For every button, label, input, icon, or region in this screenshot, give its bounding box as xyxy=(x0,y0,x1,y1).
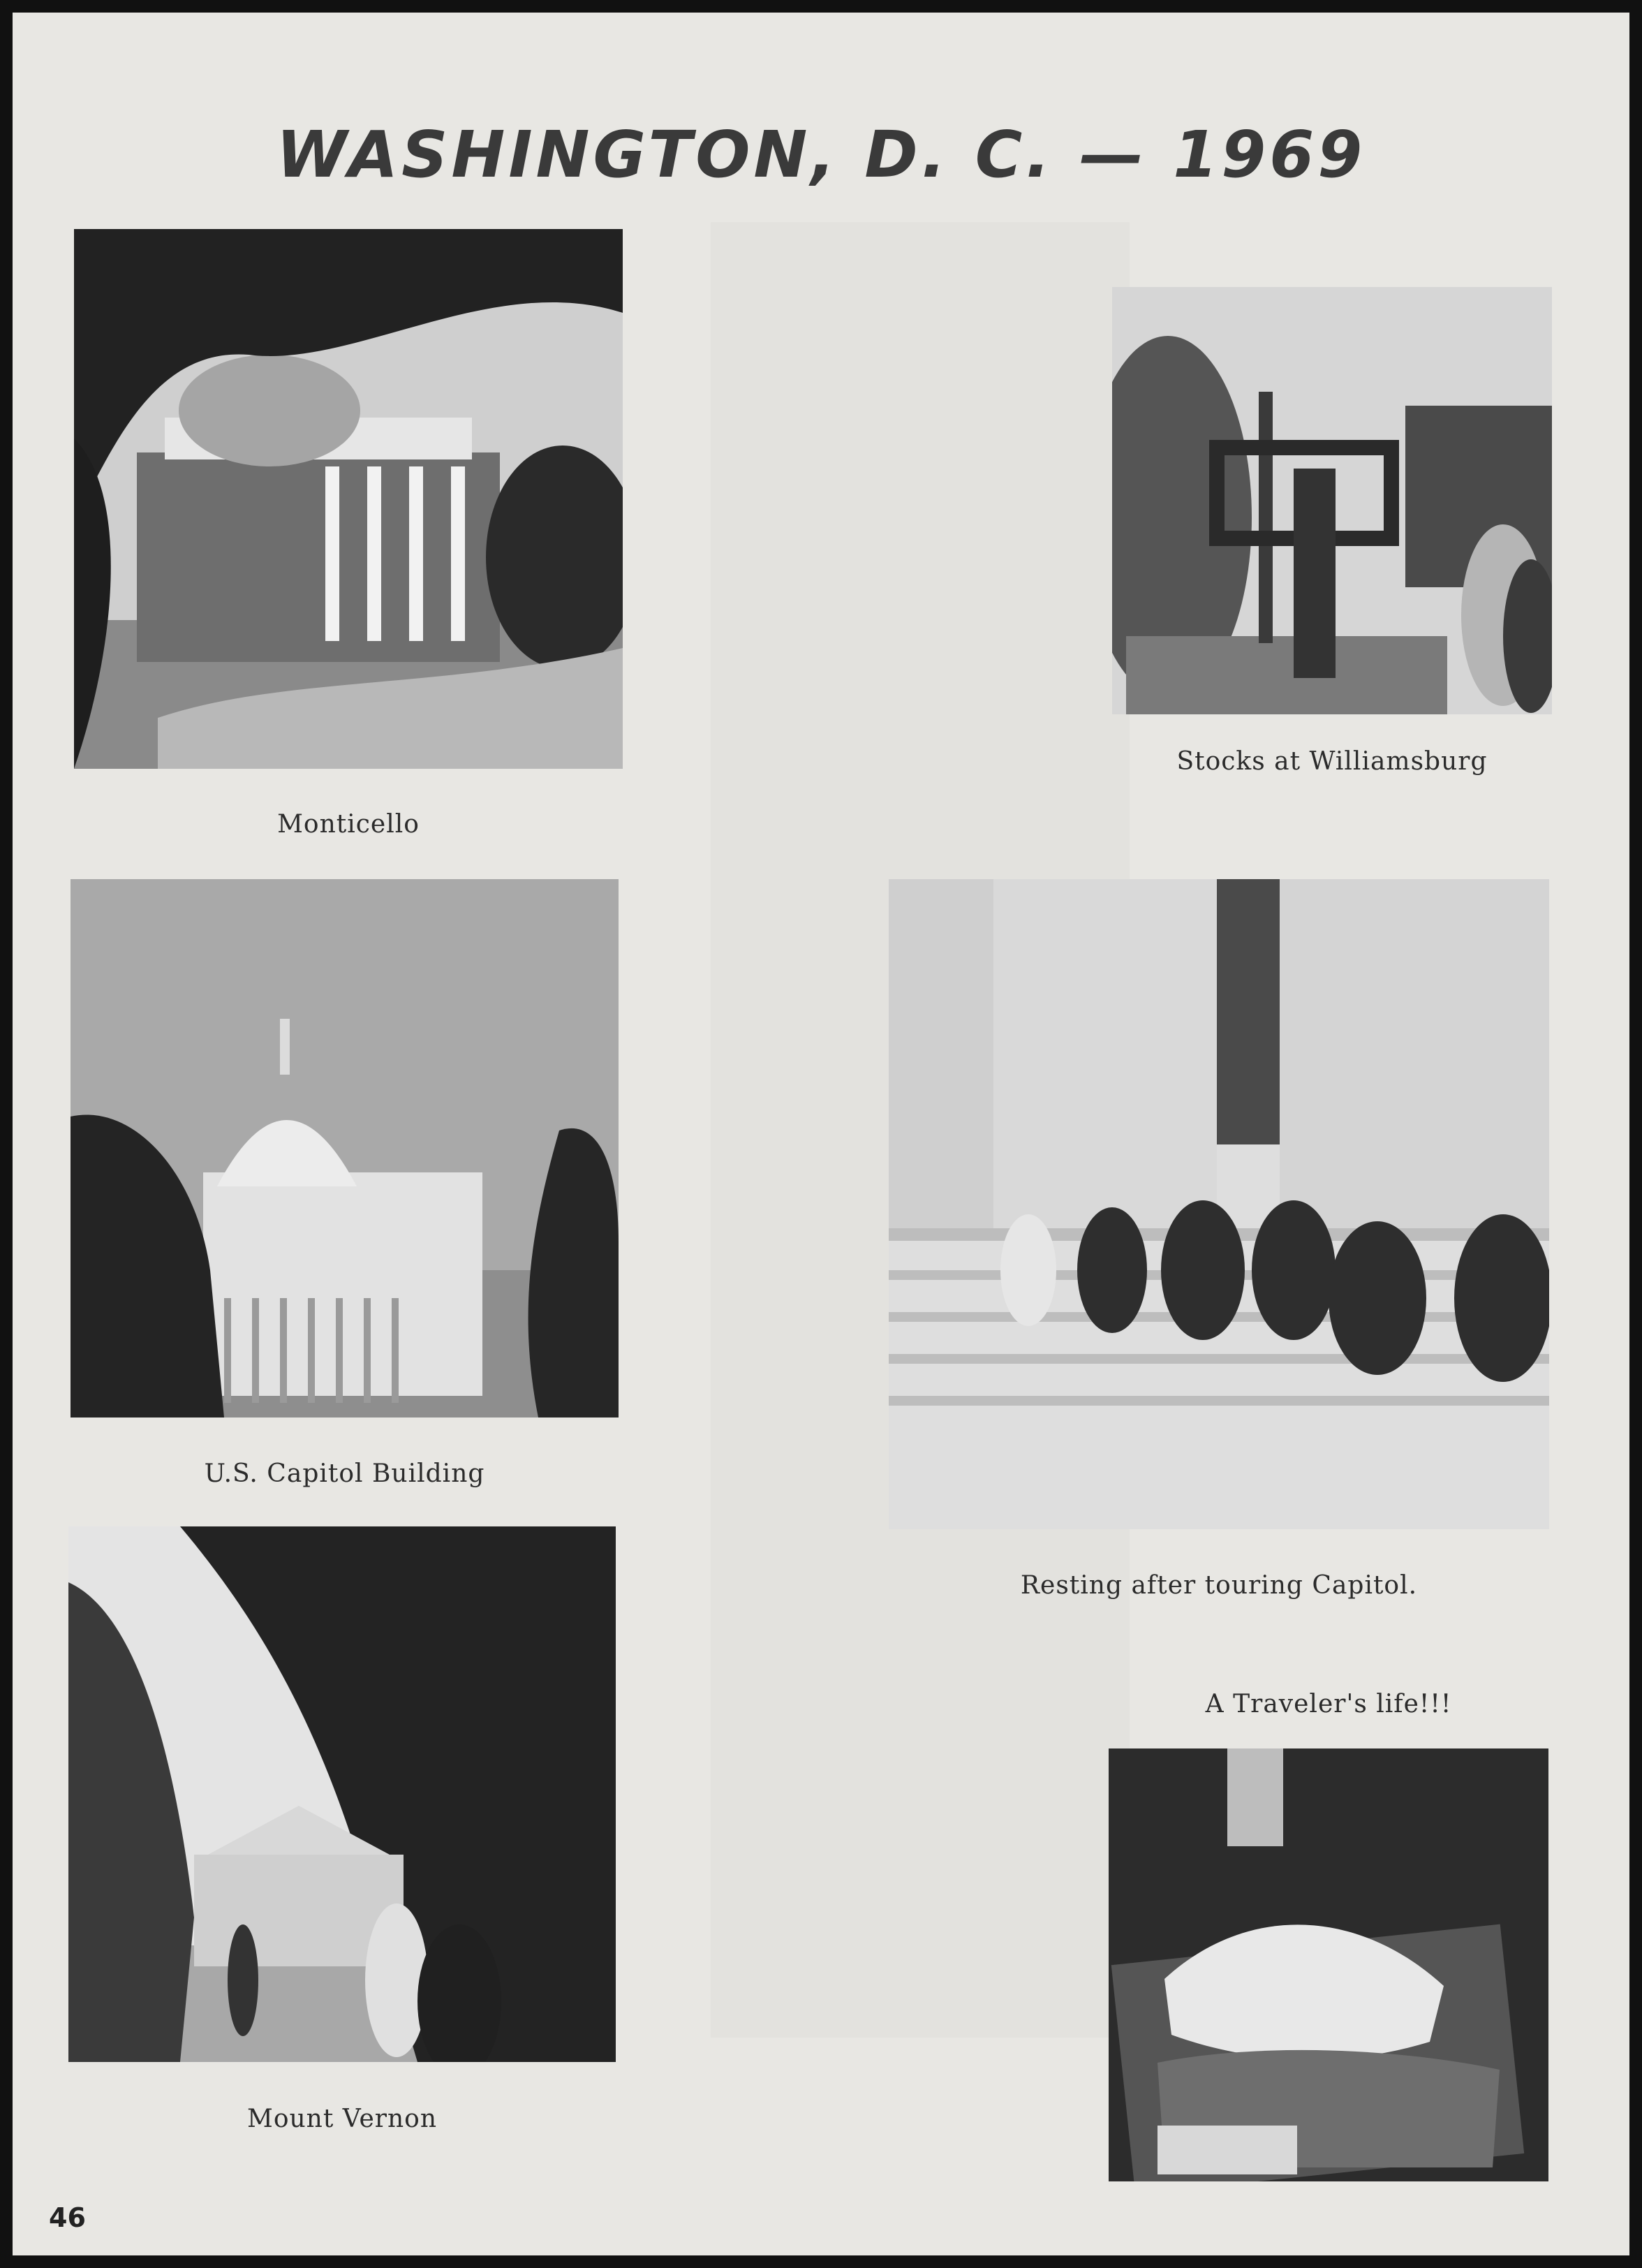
monticello-caption: Monticello xyxy=(277,810,420,839)
page-number: 46 xyxy=(49,2202,86,2233)
capitol-caption: U.S. Capitol Building xyxy=(204,1459,485,1488)
resting-photo xyxy=(889,879,1549,1529)
traveler-photo xyxy=(1109,1748,1548,2181)
stocks-photo xyxy=(1112,287,1552,714)
mount-vernon-photo xyxy=(68,1526,616,2062)
stocks-caption: Stocks at Williamsburg xyxy=(1176,747,1488,776)
resting-caption: Resting after touring Capitol. xyxy=(1020,1571,1418,1600)
mount-vernon-caption: Mount Vernon xyxy=(246,2105,438,2133)
traveler-caption: A Traveler's life!!! xyxy=(1205,1690,1452,1718)
page-title: WASHINGTON, D. C. — 1969 xyxy=(276,117,1366,192)
monticello-photo xyxy=(74,229,623,769)
yearbook-page xyxy=(13,13,1629,2255)
capitol-photo xyxy=(71,879,619,1418)
